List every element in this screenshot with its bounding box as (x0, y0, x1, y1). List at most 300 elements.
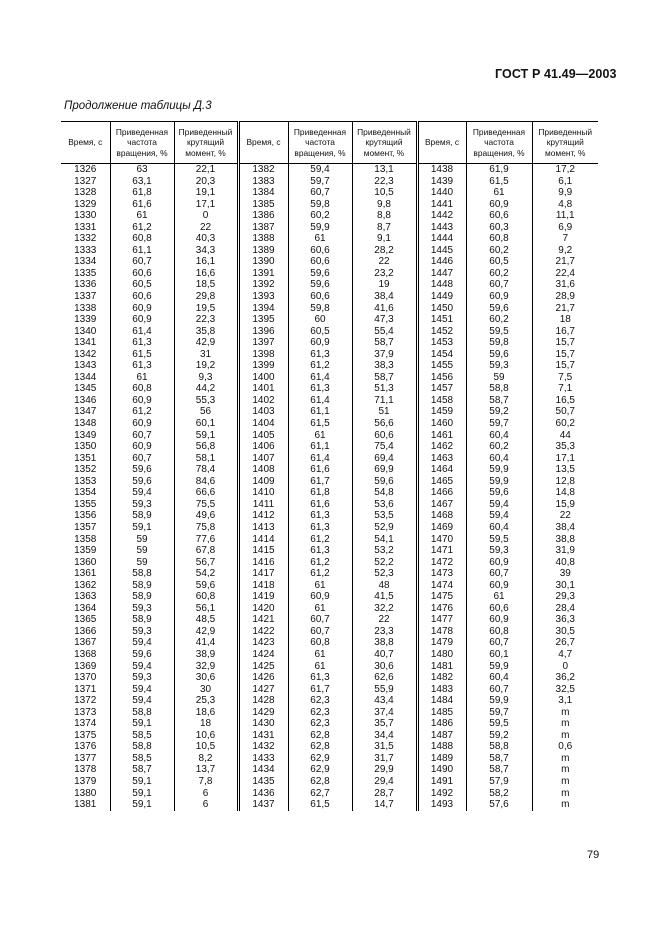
torque-cell: m (532, 799, 598, 811)
speed-cell: 60,4 (466, 672, 532, 684)
torque-cell: 23,2 (352, 268, 417, 280)
torque-cell: 28,9 (532, 291, 598, 303)
table-row (61, 487, 598, 499)
speed-cell: 59,1 (110, 718, 174, 730)
speed-cell: 60,1 (466, 649, 532, 661)
torque-cell: 22,3 (174, 314, 238, 326)
speed-cell: 60,6 (288, 291, 352, 303)
table-row (61, 788, 598, 800)
torque-cell: 42,9 (174, 337, 238, 349)
time-cell: 1432 (238, 741, 288, 753)
table-row (61, 799, 598, 811)
time-cell: 1406 (238, 441, 288, 453)
speed-cell: 60,2 (466, 245, 532, 257)
torque-cell: 51,3 (352, 383, 417, 395)
table-row (61, 453, 598, 465)
torque-cell: 53,5 (352, 510, 417, 522)
torque-cell: 32,2 (352, 603, 417, 615)
torque-cell: 38,8 (352, 637, 417, 649)
time-cell: 1469 (417, 522, 466, 534)
header-speed: Приведенная частота вращения, % (110, 122, 174, 164)
document-code-header: ГОСТ Р 41.49—2003 (495, 67, 617, 81)
time-cell: 1463 (417, 453, 466, 465)
torque-cell: 60,1 (174, 418, 238, 430)
time-cell: 1442 (417, 210, 466, 222)
speed-cell: 58,5 (110, 753, 174, 765)
speed-cell: 61,7 (288, 476, 352, 488)
torque-cell: 22,4 (532, 268, 598, 280)
torque-cell: 44 (532, 430, 598, 442)
time-cell: 1376 (74, 741, 97, 753)
table-row (61, 349, 598, 361)
time-cell: 1464 (417, 464, 466, 476)
torque-cell: 23,3 (352, 626, 417, 638)
speed-cell: 60,5 (110, 279, 174, 291)
table-row (61, 441, 598, 453)
table-row (61, 741, 598, 753)
speed-cell: 59 (110, 557, 174, 569)
table-row (61, 464, 598, 476)
speed-cell: 59,1 (110, 799, 174, 811)
speed-cell: 60,6 (110, 291, 174, 303)
torque-cell: 40,8 (532, 557, 598, 569)
table-row (61, 268, 598, 280)
speed-cell: 59,8 (288, 303, 352, 315)
torque-cell: 35,3 (532, 441, 598, 453)
table-row (61, 291, 598, 303)
torque-cell: 19,2 (174, 360, 238, 372)
torque-cell: 58,7 (352, 337, 417, 349)
torque-cell: 26,7 (532, 637, 598, 649)
time-cell: 1350 (74, 441, 97, 453)
speed-cell: 60,6 (110, 268, 174, 280)
table-row (61, 372, 598, 384)
time-cell: 1451 (417, 314, 466, 326)
speed-cell: 60,2 (466, 314, 532, 326)
time-cell: 1373 (74, 706, 97, 718)
time-cell: 1434 (238, 764, 288, 776)
time-cell: 1344 (74, 371, 97, 383)
speed-cell: 60,8 (466, 626, 532, 638)
time-cell: 1491 (417, 776, 466, 788)
speed-cell: 60,4 (466, 453, 532, 465)
torque-cell: 50,7 (532, 406, 598, 418)
speed-cell: 58,8 (110, 741, 174, 753)
table-row (61, 337, 598, 349)
time-cell: 1492 (417, 788, 466, 800)
time-cell: 1357 (74, 521, 97, 533)
table-row (61, 753, 598, 765)
torque-cell: 44,2 (174, 383, 238, 395)
speed-cell: 59,6 (110, 649, 174, 661)
speed-cell: 61,6 (110, 199, 174, 211)
speed-cell: 60,3 (466, 222, 532, 234)
torque-cell: 21,7 (532, 256, 598, 268)
time-cell: 1453 (417, 337, 466, 349)
speed-cell: 57,6 (466, 799, 532, 811)
speed-cell: 61,1 (288, 406, 352, 418)
speed-cell: 61 (288, 430, 352, 442)
torque-cell: 34,4 (352, 730, 417, 742)
torque-cell: 9,2 (532, 245, 598, 257)
time-cell: 1415 (238, 545, 288, 557)
time-cell: 1388 (238, 233, 288, 245)
speed-cell: 62,7 (288, 788, 352, 800)
torque-cell: 16,5 (532, 395, 598, 407)
torque-cell: 25,3 (174, 695, 238, 707)
time-cell: 1437 (238, 799, 288, 811)
time-cell: 1449 (417, 291, 466, 303)
torque-cell: 59,1 (174, 430, 238, 442)
torque-cell: 56,1 (174, 603, 238, 615)
time-cell: 1402 (238, 395, 288, 407)
torque-cell: 38,4 (532, 522, 598, 534)
header-time: Время, с (238, 122, 288, 164)
speed-cell: 60,9 (466, 580, 532, 592)
speed-cell: 59,1 (110, 788, 174, 800)
speed-cell: 61 (466, 591, 532, 603)
speed-cell: 61,6 (288, 499, 352, 511)
torque-cell: 56,6 (352, 418, 417, 430)
time-cell: 1490 (417, 764, 466, 776)
torque-cell: 29,9 (352, 764, 417, 776)
time-cell: 1369 (74, 660, 97, 672)
torque-cell: 9,1 (352, 233, 417, 245)
time-cell: 1392 (238, 279, 288, 291)
speed-cell: 60,9 (110, 314, 174, 326)
time-cell: 1410 (238, 487, 288, 499)
torque-cell: 21,7 (532, 303, 598, 315)
time-cell: 1436 (238, 788, 288, 800)
speed-cell: 59,4 (110, 637, 174, 649)
speed-cell: 58,9 (110, 580, 174, 592)
speed-cell: 58,7 (466, 764, 532, 776)
table-row (61, 176, 598, 188)
speed-cell: 62,9 (288, 753, 352, 765)
time-cell: 1362 (74, 579, 97, 591)
torque-cell: 15,7 (532, 360, 598, 372)
speed-cell: 59,4 (466, 510, 532, 522)
speed-cell: 59 (110, 545, 174, 557)
table-row (61, 187, 598, 199)
torque-cell: 38,4 (352, 291, 417, 303)
torque-cell: 37,9 (352, 349, 417, 361)
header-torque: Приведенный крутящий момент, % (532, 122, 598, 164)
time-cell: 1397 (238, 337, 288, 349)
table-row (61, 406, 598, 418)
torque-cell: 15,9 (532, 499, 598, 511)
table-row (61, 776, 598, 788)
time-cell: 1468 (417, 510, 466, 522)
speed-cell: 60,9 (466, 614, 532, 626)
speed-cell: 60,7 (110, 453, 174, 465)
speed-cell: 61 (288, 649, 352, 661)
torque-cell: 11,1 (532, 210, 598, 222)
torque-cell: 18 (532, 314, 598, 326)
time-cell: 1356 (74, 510, 97, 522)
table-row (61, 499, 598, 511)
torque-cell: 35,8 (174, 326, 238, 338)
time-cell: 1327 (74, 175, 97, 187)
time-cell: 1459 (417, 406, 466, 418)
speed-cell: 61,4 (288, 453, 352, 465)
table-row (61, 695, 598, 707)
speed-cell: 60,7 (110, 430, 174, 442)
speed-cell: 61,3 (110, 360, 174, 372)
torque-cell: 31,6 (532, 279, 598, 291)
speed-cell: 61,3 (288, 383, 352, 395)
time-cell: 1424 (238, 649, 288, 661)
speed-cell: 59,4 (110, 661, 174, 673)
table-row (61, 534, 598, 546)
torque-cell: 53,2 (352, 545, 417, 557)
speed-cell: 60,7 (466, 568, 532, 580)
torque-cell: 13,7 (174, 764, 238, 776)
time-cell: 1329 (74, 198, 97, 210)
torque-cell: 14,7 (352, 799, 417, 811)
speed-cell: 59,7 (466, 707, 532, 719)
speed-cell: 60,9 (466, 291, 532, 303)
speed-cell: 59,2 (466, 406, 532, 418)
speed-cell: 61 (110, 372, 174, 384)
speed-cell: 60,7 (466, 684, 532, 696)
torque-cell: 56,7 (174, 557, 238, 569)
time-cell: 1466 (417, 487, 466, 499)
time-cell: 1470 (417, 534, 466, 546)
speed-cell: 62,8 (288, 776, 352, 788)
speed-cell: 59,6 (466, 349, 532, 361)
time-cell: 1378 (74, 764, 97, 776)
speed-cell: 60,9 (110, 303, 174, 315)
torque-cell: m (532, 788, 598, 800)
torque-cell: 16,7 (532, 326, 598, 338)
time-cell: 1361 (74, 568, 97, 580)
header-time: Время, с (417, 122, 466, 164)
time-cell: 1489 (417, 753, 466, 765)
time-cell: 1359 (74, 545, 97, 557)
torque-cell: m (532, 776, 598, 788)
time-cell: 1358 (74, 533, 97, 545)
time-cell: 1374 (74, 718, 97, 730)
speed-cell: 60,6 (288, 245, 352, 257)
speed-cell: 61,5 (288, 799, 352, 811)
torque-cell: 28,2 (352, 245, 417, 257)
speed-cell: 60,8 (466, 233, 532, 245)
time-cell: 1445 (417, 245, 466, 257)
time-cell: 1360 (74, 556, 97, 568)
time-cell: 1485 (417, 707, 466, 719)
time-cell: 1326 (74, 164, 97, 175)
speed-cell: 59,9 (288, 222, 352, 234)
torque-cell: 38,8 (532, 534, 598, 546)
torque-cell: 9,8 (352, 199, 417, 211)
torque-cell: 36,2 (532, 672, 598, 684)
torque-cell: 30,1 (532, 580, 598, 592)
torque-cell: 47,3 (352, 314, 417, 326)
time-cell: 1448 (417, 279, 466, 291)
speed-cell: 59,3 (110, 603, 174, 615)
torque-cell: 17,1 (174, 199, 238, 211)
table-row (61, 233, 598, 245)
torque-cell: 9,9 (532, 187, 598, 199)
speed-cell: 60,5 (288, 326, 352, 338)
speed-cell: 60,9 (466, 557, 532, 569)
time-cell: 1460 (417, 418, 466, 430)
torque-cell: 16,6 (174, 268, 238, 280)
time-cell: 1447 (417, 268, 466, 280)
speed-cell: 58,8 (110, 707, 174, 719)
table-row (61, 557, 598, 569)
time-cell: 1452 (417, 326, 466, 338)
time-cell: 1430 (238, 718, 288, 730)
speed-cell: 59,7 (288, 176, 352, 188)
time-cell: 1348 (74, 418, 97, 430)
time-cell: 1354 (74, 487, 97, 499)
speed-cell: 60,6 (288, 256, 352, 268)
table-row (61, 383, 598, 395)
speed-cell: 58,5 (110, 730, 174, 742)
torque-cell: m (532, 730, 598, 742)
speed-cell: 59,2 (466, 730, 532, 742)
torque-cell: 6,9 (532, 222, 598, 234)
speed-cell: 59,6 (110, 476, 174, 488)
table-row (61, 603, 598, 615)
time-cell: 1382 (238, 164, 288, 176)
speed-cell: 59,3 (110, 672, 174, 684)
table-row (61, 545, 598, 557)
time-cell: 1473 (417, 568, 466, 580)
speed-cell: 60,7 (466, 279, 532, 291)
torque-cell: 7,1 (532, 383, 598, 395)
time-cell: 1391 (238, 268, 288, 280)
time-cell: 1401 (238, 383, 288, 395)
speed-cell: 61 (288, 603, 352, 615)
time-cell: 1421 (238, 614, 288, 626)
torque-cell: 52,3 (352, 568, 417, 580)
torque-cell: 17,2 (532, 164, 598, 176)
table-row (61, 764, 598, 776)
time-cell: 1377 (74, 752, 97, 764)
speed-cell: 59,4 (288, 164, 352, 176)
table-row (61, 256, 598, 268)
time-cell: 1364 (74, 602, 97, 614)
torque-cell: 18 (174, 718, 238, 730)
time-cell: 1365 (74, 614, 97, 626)
speed-cell: 61 (466, 187, 532, 199)
speed-cell: 58,7 (466, 395, 532, 407)
torque-cell: 56,8 (174, 441, 238, 453)
speed-cell: 61 (288, 233, 352, 245)
speed-cell: 58,9 (110, 510, 174, 522)
time-cell: 1481 (417, 661, 466, 673)
torque-cell: 67,8 (174, 545, 238, 557)
table-row (61, 614, 598, 626)
speed-cell: 58,9 (110, 614, 174, 626)
table-row (61, 580, 598, 592)
time-cell: 1483 (417, 684, 466, 696)
time-cell: 1393 (238, 291, 288, 303)
speed-cell: 60,5 (466, 256, 532, 268)
torque-cell: 31,7 (352, 753, 417, 765)
torque-cell: 13,5 (532, 464, 598, 476)
speed-cell: 58,2 (466, 788, 532, 800)
time-cell: 1355 (74, 498, 97, 510)
torque-cell: 34,3 (174, 245, 238, 257)
table-header-row (61, 122, 598, 164)
torque-cell: 8,7 (352, 222, 417, 234)
torque-cell: 56 (174, 406, 238, 418)
time-cell: 1363 (74, 591, 97, 603)
speed-cell: 58,8 (466, 741, 532, 753)
speed-cell: 59,4 (466, 499, 532, 511)
torque-cell: 32,5 (532, 684, 598, 696)
time-cell: 1476 (417, 603, 466, 615)
torque-cell: 19 (352, 279, 417, 291)
time-cell: 1456 (417, 372, 466, 384)
torque-cell: 71,1 (352, 395, 417, 407)
time-cell: 1474 (417, 580, 466, 592)
table-row (61, 591, 598, 603)
time-cell: 1411 (238, 499, 288, 511)
speed-cell: 61 (288, 580, 352, 592)
torque-cell: 38,9 (174, 649, 238, 661)
time-cell: 1332 (74, 233, 97, 245)
header-torque: Приведенный крутящий момент, % (352, 122, 417, 164)
torque-cell: 75,4 (352, 441, 417, 453)
torque-cell: m (532, 718, 598, 730)
time-cell: 1478 (417, 626, 466, 638)
speed-cell: 60,8 (110, 383, 174, 395)
speed-cell: 61,4 (110, 326, 174, 338)
speed-cell: 57,9 (466, 776, 532, 788)
header-torque: Приведенный крутящий момент, % (174, 122, 238, 164)
torque-cell: 7 (532, 233, 598, 245)
time-cell: 1425 (238, 661, 288, 673)
torque-cell: 19,5 (174, 303, 238, 315)
torque-cell: 8,2 (174, 753, 238, 765)
torque-cell: 42,9 (174, 626, 238, 638)
torque-cell: 0 (174, 210, 238, 222)
torque-cell: 28,4 (532, 603, 598, 615)
time-cell: 1465 (417, 476, 466, 488)
speed-cell: 59,3 (110, 499, 174, 511)
speed-cell: 59,6 (466, 303, 532, 315)
speed-cell: 60 (288, 314, 352, 326)
torque-cell: 6 (174, 799, 238, 811)
time-cell: 1389 (238, 245, 288, 257)
speed-cell: 59,6 (466, 487, 532, 499)
data-table (61, 121, 598, 811)
torque-cell: 15,7 (532, 337, 598, 349)
time-cell: 1390 (238, 256, 288, 268)
time-cell: 1482 (417, 672, 466, 684)
torque-cell: 19,1 (174, 187, 238, 199)
time-cell: 1429 (238, 707, 288, 719)
speed-cell: 59,9 (466, 661, 532, 673)
speed-cell: 61,2 (110, 406, 174, 418)
torque-cell: 12,8 (532, 476, 598, 488)
speed-cell: 60,9 (288, 591, 352, 603)
time-cell: 1398 (238, 349, 288, 361)
time-cell: 1414 (238, 534, 288, 546)
speed-cell: 61,3 (288, 522, 352, 534)
time-cell: 1457 (417, 383, 466, 395)
torque-cell: 60,6 (352, 430, 417, 442)
time-cell: 1375 (74, 729, 97, 741)
speed-cell: 60,9 (110, 395, 174, 407)
time-cell: 1368 (74, 648, 97, 660)
header-speed: Приведенная частота вращения, % (466, 122, 532, 164)
